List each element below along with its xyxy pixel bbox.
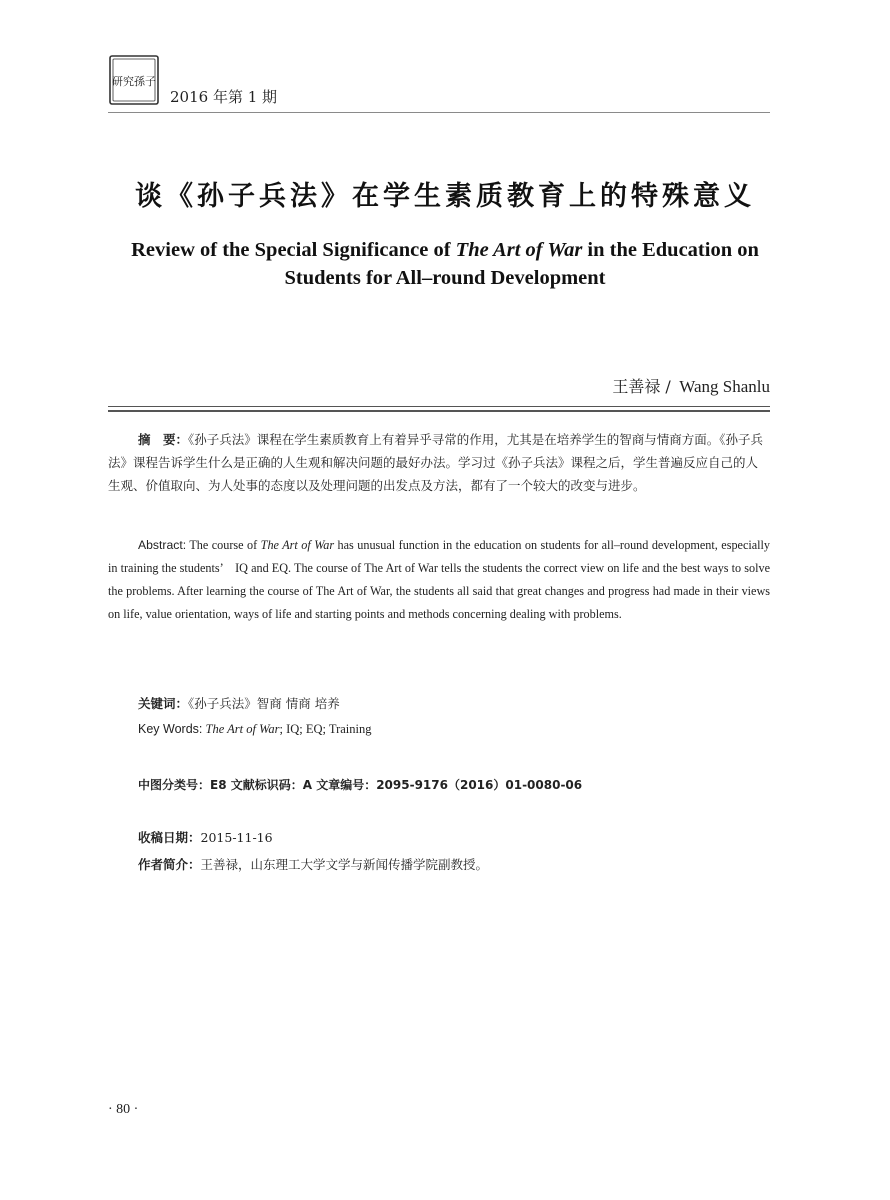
journal-logo	[108, 54, 160, 106]
separator-thick	[108, 410, 770, 412]
keywords-chinese	[138, 694, 340, 712]
abstract-en-text-2: has unusual function in the education on students for all–round development, especially in training the students’ IQ and EQ. The course of The Art of War tells the students the correct view on life and the best ways to solve the problems. After learning the course of The Art of War, the students all said that great changes and progress had made in their views on life, value orientation, ways of life and starting points and methods concerning dealing with problems.	[108, 538, 771, 621]
author-info-label: 作者简介：	[138, 857, 201, 872]
logo-text: 研究孫子	[112, 75, 156, 88]
received-date	[138, 828, 273, 846]
keywords-english	[138, 722, 372, 737]
author-english: Wang Shanlu	[679, 377, 770, 396]
title-en-italic: The Art of War	[455, 239, 583, 261]
abstract-cn-text: 《孙子兵法》课程在学生素质教育上有着异乎寻常的作用，尤其是在培养学生的智商与情商方面。《孙子兵法》课程告诉学生什么是正确的人生观和解决问题的最好办法。学习过《孙子兵法》课程之后，学生普遍反应自己的人生观、价值取向、为人处事的态度以及处理问题的出发点及方法，都有了一个较大的改变与进步。	[108, 432, 764, 493]
author-info	[138, 855, 488, 873]
keywords-cn-label: 关键词：	[138, 696, 189, 711]
received-value: 2015-11-16	[200, 830, 273, 845]
header-rule	[108, 112, 770, 113]
keywords-en-italic: The Art of War	[205, 722, 280, 736]
abstract-chinese	[108, 428, 770, 497]
abstract-en-label: Abstract:	[138, 538, 187, 552]
page-number: · 80 ·	[108, 1102, 139, 1117]
received-label: 收稿日期：	[138, 830, 201, 845]
author-line	[612, 374, 770, 397]
title-chinese: 谈《孙子兵法》在学生素质教育上的特殊意义	[135, 181, 755, 212]
title-en-prefix: Review of the Special Significance of	[131, 239, 456, 261]
abstract-en-text-1: The course of	[186, 538, 261, 552]
journal-issue: 2016 年第 1 期	[170, 88, 278, 106]
keywords-en-text: ; IQ; EQ; Training	[279, 722, 372, 736]
author-info-text: 王善禄，山东理工大学文学与新闻传播学院副教授。	[200, 857, 489, 872]
abstract-english	[108, 534, 770, 626]
abstract-en-italic: The Art of War	[260, 538, 335, 552]
author-chinese: 王善禄 /	[612, 377, 671, 396]
classification-line: 中图分类号：E8 文献标识码：A 文章编号：2095-9176（2016）01-0080-06	[138, 778, 583, 792]
title-english	[100, 236, 790, 292]
keywords-en-label: Key Words:	[138, 722, 203, 736]
keywords-cn-text: 《孙子兵法》智商 情商 培养	[188, 696, 340, 711]
separator-thin	[108, 406, 770, 407]
abstract-cn-label: 摘 要：	[138, 432, 189, 447]
title-en-suffix: in the Education on Students for All–round Development	[284, 239, 759, 289]
